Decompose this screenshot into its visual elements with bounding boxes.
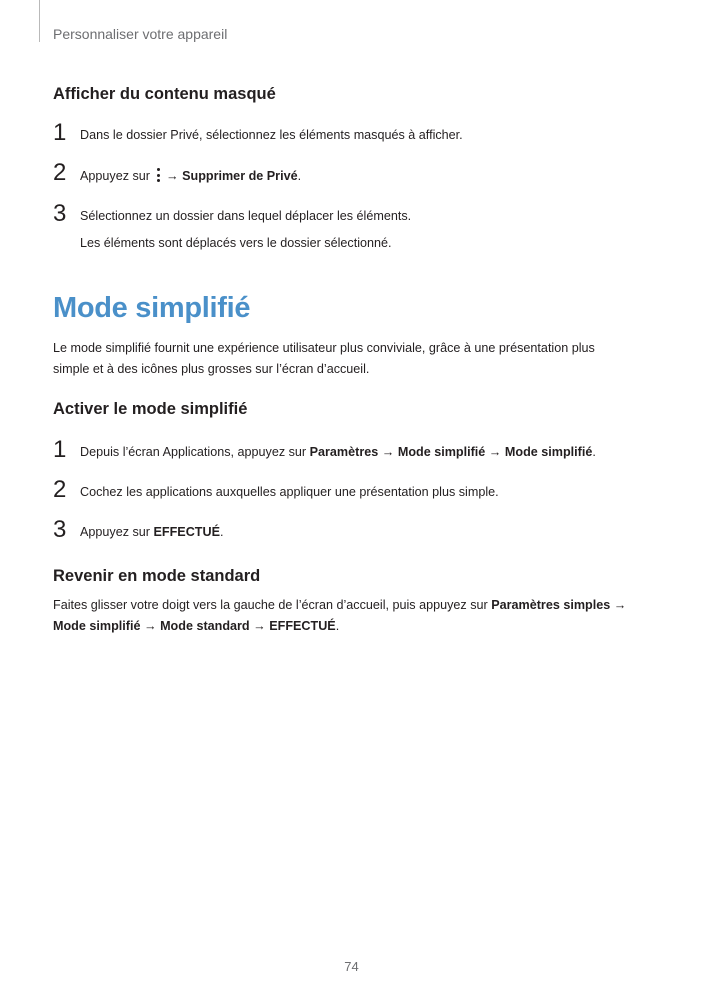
step-number: 3 [53,516,67,543]
subsection-title-activate: Activer le mode simplifié [53,400,248,418]
step-number: 3 [53,200,67,227]
step-text: Sélectionnez un dossier dans lequel déplacer les éléments. [80,209,412,223]
menu-option-label: Supprimer de Privé [182,169,298,183]
chapter-title: Personnaliser votre appareil [53,26,228,42]
step-number: 2 [53,159,67,186]
step-text: Appuyez sur → Supprimer de Privé. [80,169,302,183]
step-text: Cochez les applications auxquelles appliquer une présentation plus simple. [80,485,499,499]
step-number: 1 [53,436,67,463]
header-divider [39,0,40,42]
more-options-icon [155,167,162,183]
page-number: 74 [344,959,359,974]
step-number: 1 [53,119,67,146]
step-note: Les éléments sont déplacés vers le dossier sélectionné. [80,236,392,250]
easy-mode-intro: Le mode simplifié fournit une expérience utilisateur plus conviviale, grâce à une présentation plus simple et à des icônes plus grosses sur l’écran d’accueil. [53,341,595,376]
step-text: Depuis l’écran Applications, appuyez sur Paramètres → Mode simplifié → Mode simplifié. [80,445,596,459]
subsection-title-standard: Revenir en mode standard [53,567,261,585]
step-number: 2 [53,476,67,503]
section-title-hidden-content: Afficher du contenu masqué [53,85,276,103]
step-text: Appuyez sur EFFECTUÉ. [80,525,224,539]
section-title-easy-mode: Mode simplifié [53,292,251,324]
step-text: Dans le dossier Privé, sélectionnez les éléments masqués à afficher. [80,128,463,142]
standard-mode-instructions: Faites glisser votre doigt vers la gauche de l’écran d’accueil, puis appuyez sur Paramètres simples → Mode simplifié → Mode standard → EFFECTUÉ. [53,598,627,633]
